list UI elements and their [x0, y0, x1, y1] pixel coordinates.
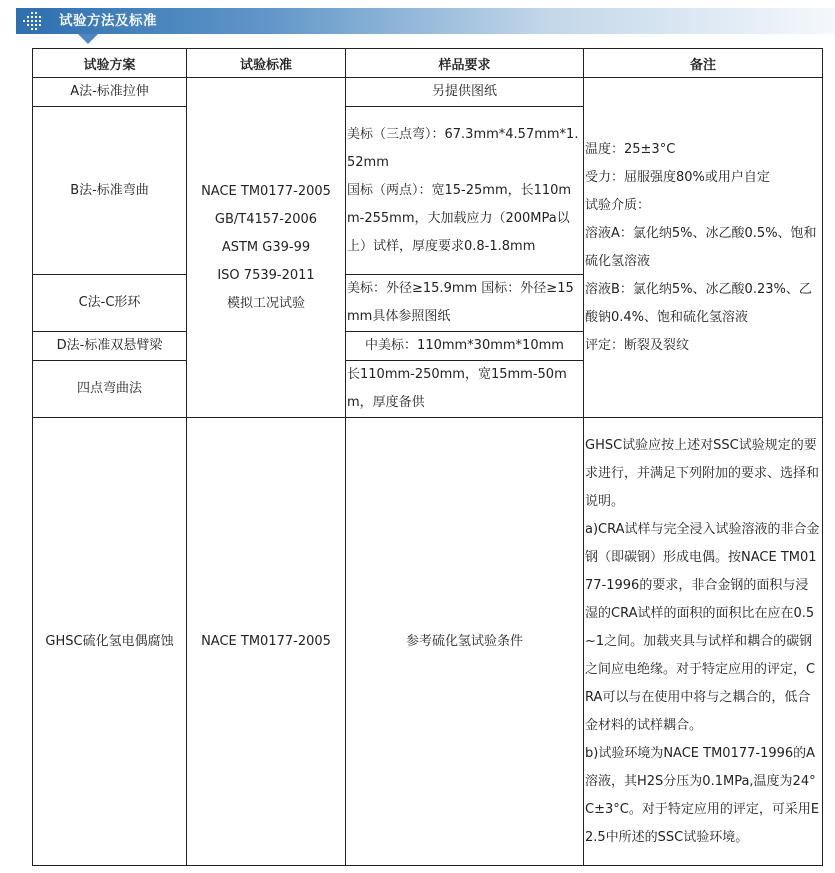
remark-paragraph: b)试验环境为NACE TM0177-1996的A溶液，其H2S分压为0.1MPa,温度为24°C±3°C。对于特定应用的评定，可采用E2.5中所述的SSC试验环境。: [585, 745, 820, 845]
sample-cell: 参考硫化氢试验条件: [346, 418, 584, 866]
column-header-sample: 样品要求: [346, 49, 584, 78]
standard-item: ASTM G39-99: [221, 239, 311, 255]
standard-cell: NACE TM0177-2005: [187, 418, 346, 866]
standard-item: NACE TM0177-2005: [201, 183, 331, 199]
method-cell: C法-C形环: [33, 275, 187, 332]
sample-cell: 中美标：110mm*30mm*10mm: [346, 332, 584, 361]
remark-line: 溶液A：氯化纳5%、冰乙酸0.5%、饱和硫化氢溶液: [585, 225, 817, 269]
table-row: [33, 418, 823, 866]
section-header-bar: [16, 8, 835, 34]
remark-line: 试验介质：: [585, 197, 651, 213]
remark-paragraph: GHSC试验应按上述对SSC试验规定的要求进行，并满足下列附加的要求、选择和说明。: [585, 437, 820, 509]
column-header-method: 试验方案: [33, 49, 187, 78]
sample-cell: 美标：外径≥15.9mm 国标：外径≥15mm具体参照图纸: [346, 275, 584, 332]
method-cell: A法-标准拉伸: [33, 78, 187, 107]
standard-item: GB/T4157-2006: [214, 211, 318, 227]
column-header-standard: 试验标准: [187, 49, 346, 78]
remarks-cell: [584, 78, 823, 418]
test-methods-table: [32, 48, 823, 866]
section-header-notch: [78, 34, 98, 44]
sample-cell: 另提供图纸: [346, 78, 584, 107]
standards-cell: [187, 78, 346, 418]
sample-line: 美标（三点弯）：67.3mm*4.57mm*1.52mm: [347, 126, 579, 170]
remark-line: 溶液B：氯化纳5%、冰乙酸0.23%、乙酸钠0.4%、饱和硫化氢溶液: [585, 281, 812, 325]
remark-line: 温度：25±3°C: [585, 141, 676, 157]
method-cell: 四点弯曲法: [33, 361, 187, 418]
method-cell: B法-标准弯曲: [33, 107, 187, 275]
sample-cell: [346, 107, 584, 275]
method-cell: D法-标准双悬臂梁: [33, 332, 187, 361]
remark-paragraph: a)CRA试样与完全浸入试验溶液的非合金钢（即碳钢）形成电偶。按NACE TM0177-1996的要求，非合金钢的面积与浸湿的CRA试样的面积的面积比在应在0.5~1之间。加载夹具与试样和耦合的碳钢之间应电绝缘。对于特定应用的评定，CRA可以与在使用中将与之耦合的，低合金材料的试样耦合。: [585, 521, 820, 733]
column-header-remarks: 备注: [584, 49, 823, 78]
table-header-row: [33, 49, 823, 78]
standard-item: ISO 7539-2011: [217, 267, 315, 283]
method-cell: GHSC硫化氢电偶腐蚀: [33, 418, 187, 866]
table-row: [33, 78, 823, 107]
section-title: 试验方法及标准: [59, 13, 157, 29]
remark-line: 评定：断裂及裂纹: [585, 337, 690, 353]
standard-item: 模拟工况试验: [226, 295, 305, 311]
dotted-grid-icon: [22, 11, 44, 31]
remark-line: 受力：屈服强度80%或用户自定: [585, 169, 770, 185]
sample-line: 国标（两点）：宽15-25mm，长110mm-255mm，大加载应力（200MPa以上）试样，厚度要求0.8-1.8mm: [347, 182, 572, 254]
sample-cell: 长110mm-250mm，宽15mm-50mm，厚度备供: [346, 361, 584, 418]
remarks-cell: [584, 418, 823, 866]
